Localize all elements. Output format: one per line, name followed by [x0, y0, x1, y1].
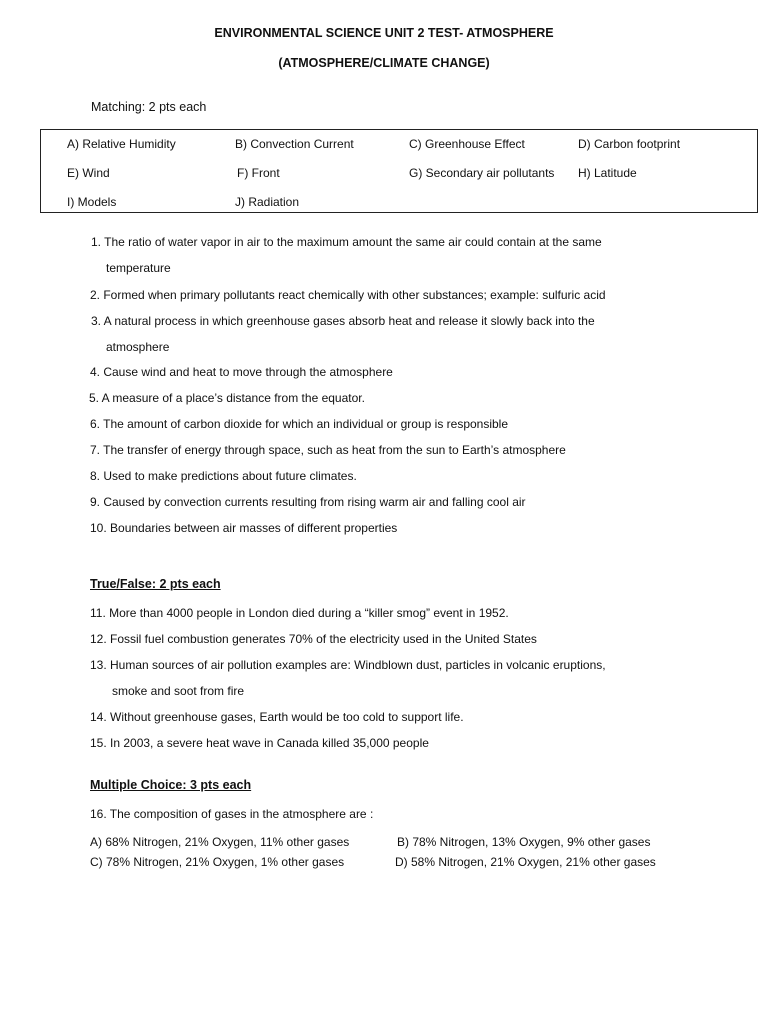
bank-item: F) Front: [237, 166, 280, 180]
question-line: 1. The ratio of water vapor in air to the maximum amount the same air could contain at the same: [91, 235, 602, 249]
answer-option: B) 78% Nitrogen, 13% Oxygen, 9% other gases: [397, 835, 651, 849]
bank-item: I) Models: [67, 195, 117, 209]
answer-option: D) 58% Nitrogen, 21% Oxygen, 21% other gases: [395, 855, 656, 869]
question-line: 8. Used to make predictions about future climates.: [90, 469, 357, 483]
bank-item: G) Secondary air pollutants: [409, 166, 555, 180]
bank-item: E) Wind: [67, 166, 110, 180]
question-line: 10. Boundaries between air masses of different properties: [90, 521, 398, 535]
bank-item: D) Carbon footprint: [578, 137, 681, 151]
answer-option: A) 68% Nitrogen, 21% Oxygen, 11% other gases: [90, 835, 350, 849]
question-line: 15. In 2003, a severe heat wave in Canada killed 35,000 people: [90, 736, 429, 750]
question-line: 16. The composition of gases in the atmosphere are :: [90, 807, 374, 821]
question-line: 11. More than 4000 people in London died during a “killer smog” event in 1952.: [90, 606, 509, 620]
true-false-heading: True/False: 2 pts each: [90, 577, 221, 591]
bank-item: B) Convection Current: [235, 137, 354, 151]
bank-item: C) Greenhouse Effect: [409, 137, 525, 151]
question-line: smoke and soot from fire: [112, 684, 245, 698]
question-line: 9. Caused by convection currents resulting from rising warm air and falling cool air: [90, 495, 526, 509]
question-line: 3. A natural process in which greenhouse gases absorb heat and release it slowly back into the: [91, 314, 595, 328]
answer-option: C) 78% Nitrogen, 21% Oxygen, 1% other gases: [90, 855, 345, 869]
question-line: 14. Without greenhouse gases, Earth would be too cold to support life.: [90, 710, 464, 724]
question-line: 7. The transfer of energy through space, such as heat from the sun to Earth’s atmosphere: [90, 443, 566, 457]
word-bank: [40, 129, 758, 213]
question-line: 12. Fossil fuel combustion generates 70% of the electricity used in the United States: [90, 632, 537, 646]
bank-item: H) Latitude: [578, 166, 637, 180]
question-line: temperature: [106, 261, 171, 275]
bank-item: J) Radiation: [235, 195, 300, 209]
bank-item: A) Relative Humidity: [67, 137, 176, 151]
page-title: ENVIRONMENTAL SCIENCE UNIT 2 TEST- ATMOSPHERE: [214, 26, 554, 40]
question-line: 5. A measure of a place’s distance from the equator.: [89, 391, 365, 405]
multiple-choice-heading: Multiple Choice: 3 pts each: [90, 778, 252, 792]
page-subtitle: (ATMOSPHERE/CLIMATE CHANGE): [278, 56, 490, 70]
question-line: atmosphere: [106, 340, 170, 354]
question-line: 2. Formed when primary pollutants react chemically with other substances; example: sulfuric acid: [90, 288, 606, 302]
question-line: 13. Human sources of air pollution examples are: Windblown dust, particles in volcanic eruptions,: [90, 658, 606, 672]
question-line: 6. The amount of carbon dioxide for which an individual or group is responsible: [90, 417, 509, 431]
matching-heading: Matching: 2 pts each: [91, 100, 207, 114]
question-line: 4. Cause wind and heat to move through the atmosphere: [90, 365, 393, 379]
